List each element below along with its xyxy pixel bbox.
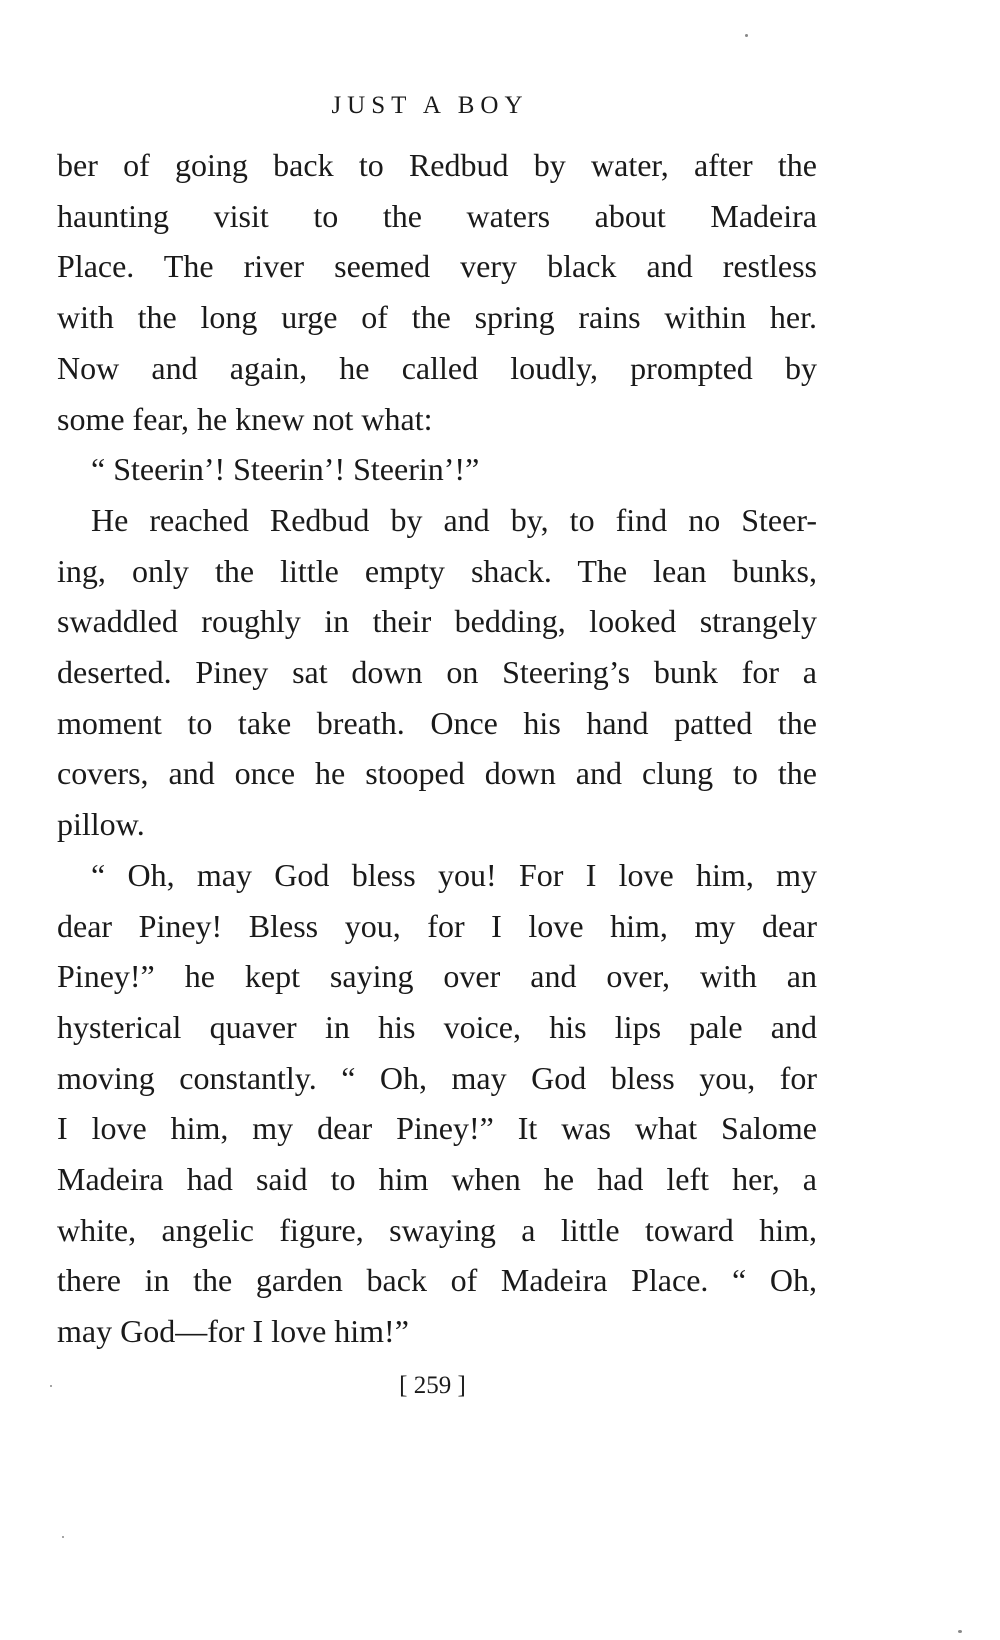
page-number: [ 259 ] <box>399 1372 466 1399</box>
text-line: may God—for I love him!” <box>57 1313 409 1350</box>
text-line: moving constantly. “ Oh, may God bless you, for <box>57 1059 817 1096</box>
text-line: haunting visit to the waters about Madeira <box>57 197 817 234</box>
text-line: hysterical quaver in his voice, his lips pale and <box>57 1008 817 1045</box>
paper-speck <box>50 1385 52 1387</box>
text-line: ber of going back to Redbud by water, after the <box>57 147 817 183</box>
text-line: deserted. Piney sat down on Steering’s bunk for a <box>57 654 817 691</box>
text-line: covers, and once he stooped down and clung to the <box>57 755 817 792</box>
text-line: there in the garden back of Madeira Place. “ Oh, <box>57 1262 817 1299</box>
text-line: He reached Redbud by and by, to find no Steer- <box>91 501 817 538</box>
text-line: Place. The river seemed very black and restless <box>57 248 817 285</box>
text-line: Madeira had said to him when he had left her, a <box>57 1161 817 1198</box>
text-line: with the long urge of the spring rains within her. <box>57 299 817 336</box>
paper-speck <box>745 34 748 37</box>
paper-speck <box>62 1536 64 1538</box>
text-line: pillow. <box>57 806 145 843</box>
body-text <box>57 140 817 1357</box>
text-line: ing, only the little empty shack. The lean bunks, <box>57 552 817 589</box>
running-head: JUST A BOY <box>331 92 529 119</box>
text-line: “ Oh, may God bless you! For I love him, my <box>91 856 817 893</box>
text-line: “ Steerin’! Steerin’! Steerin’!” <box>91 451 480 488</box>
text-line: dear Piney! Bless you, for I love him, my dear <box>57 907 817 944</box>
paper-speck <box>958 1630 962 1633</box>
text-line: some fear, he knew not what: <box>57 400 433 437</box>
text-line: white, angelic figure, swaying a little toward him, <box>57 1211 817 1248</box>
text-line: moment to take breath. Once his hand patted the <box>57 704 817 741</box>
text-line: I love him, my dear Piney!” It was what Salome <box>57 1110 817 1147</box>
text-line: swaddled roughly in their bedding, looked strangely <box>57 603 817 640</box>
text-line: Piney!” he kept saying over and over, with an <box>57 958 817 995</box>
text-line: Now and again, he called loudly, prompted by <box>57 349 817 386</box>
